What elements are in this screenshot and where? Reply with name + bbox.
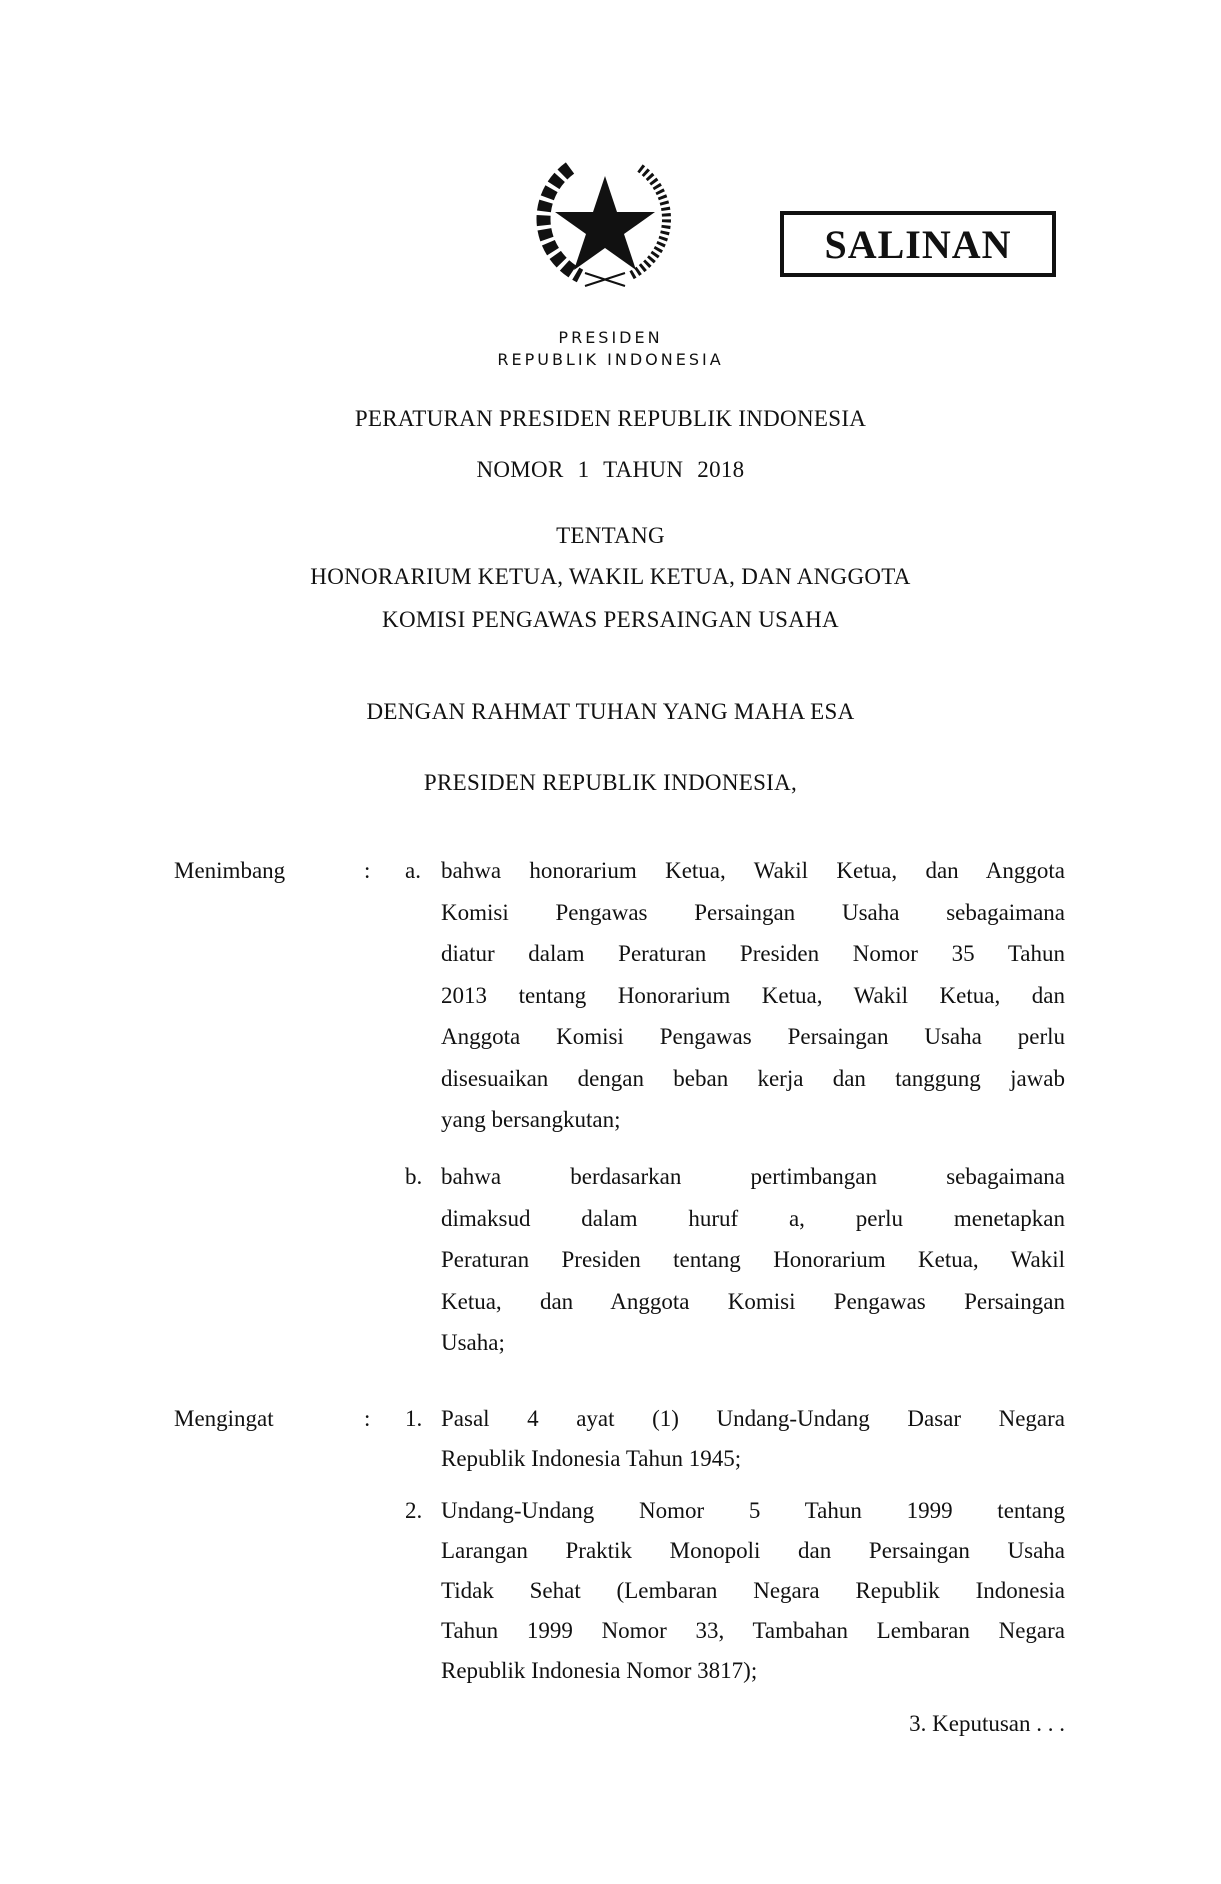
item-text-line: Anggota Komisi Pengawas Persaingan Usaha perlu	[441, 1024, 1065, 1049]
item-text-line: disesuaikan dengan beban kerja dan tanggung jawab	[441, 1065, 1065, 1091]
item-text-line: Peraturan Presiden tentang Honorarium Ketua, Wakil	[441, 1247, 1065, 1272]
item-text-line: bahwa berdasarkan pertimbangan sebagaimana	[441, 1164, 1065, 1189]
president-heading: PRESIDEN REPUBLIK INDONESIA,	[423, 770, 798, 795]
regulation-title: PERATURAN PRESIDEN REPUBLIK INDONESIA	[354, 406, 867, 431]
item-text-line: Undang-Undang Nomor 5 Tahun 1999 tentang	[441, 1498, 1065, 1523]
item-text-line: yang bersangkutan;	[441, 1107, 621, 1132]
salinan-stamp: SALINAN	[780, 211, 1056, 277]
item-marker: b.	[405, 1164, 423, 1189]
mengingat-label: Mengingat	[174, 1406, 274, 1431]
item-text-line: diatur dalam Peraturan Presiden Nomor 35 Tahun	[441, 941, 1065, 966]
item-text-line: Tahun 1999 Nomor 33, Tambahan Lembaran Negara	[441, 1618, 1065, 1643]
office-line-2: REPUBLIK INDONESIA	[497, 350, 724, 369]
item-text-line: Tidak Sehat (Lembaran Negara Republik Indonesia	[441, 1578, 1065, 1603]
office-line-1: PRESIDEN	[558, 328, 663, 347]
item-marker: a.	[405, 858, 421, 883]
menimbang-colon: :	[364, 858, 371, 883]
item-text-line: bahwa honorarium Ketua, Wakil Ketua, dan Anggota	[441, 858, 1065, 883]
item-text-line: Komisi Pengawas Persaingan Usaha sebagaimana	[441, 899, 1065, 925]
invocation: DENGAN RAHMAT TUHAN YANG MAHA ESA	[366, 699, 855, 724]
item-text-line: Usaha;	[441, 1330, 505, 1355]
item-text-line: Ketua, dan Anggota Komisi Pengawas Persaingan	[441, 1288, 1065, 1314]
item-text-line: Republik Indonesia Nomor 3817);	[441, 1658, 758, 1683]
item-text-line: 2013 tentang Honorarium Ketua, Wakil Ketua, dan	[441, 982, 1065, 1008]
mengingat-colon: :	[364, 1406, 371, 1431]
subject-line-1: HONORARIUM KETUA, WAKIL KETUA, DAN ANGGOTA	[310, 564, 911, 589]
page-continuation: 3. Keputusan . . .	[909, 1711, 1065, 1736]
item-text-line: Larangan Praktik Monopoli dan Persaingan Usaha	[441, 1538, 1065, 1563]
regulation-number: NOMOR 1 TAHUN 2018	[476, 457, 745, 482]
item-marker: 2.	[405, 1498, 423, 1523]
item-text-line: Pasal 4 ayat (1) Undang-Undang Dasar Negara	[441, 1406, 1065, 1431]
item-text-line: Republik Indonesia Tahun 1945;	[441, 1446, 742, 1471]
subject-line-2: KOMISI PENGAWAS PERSAINGAN USAHA	[382, 607, 839, 632]
item-text-line: dimaksud dalam huruf a, perlu menetapkan	[441, 1205, 1065, 1231]
tentang-heading: TENTANG	[556, 523, 665, 548]
presidential-seal-icon	[525, 148, 685, 293]
menimbang-label: Menimbang	[174, 858, 286, 883]
item-marker: 1.	[405, 1406, 423, 1431]
